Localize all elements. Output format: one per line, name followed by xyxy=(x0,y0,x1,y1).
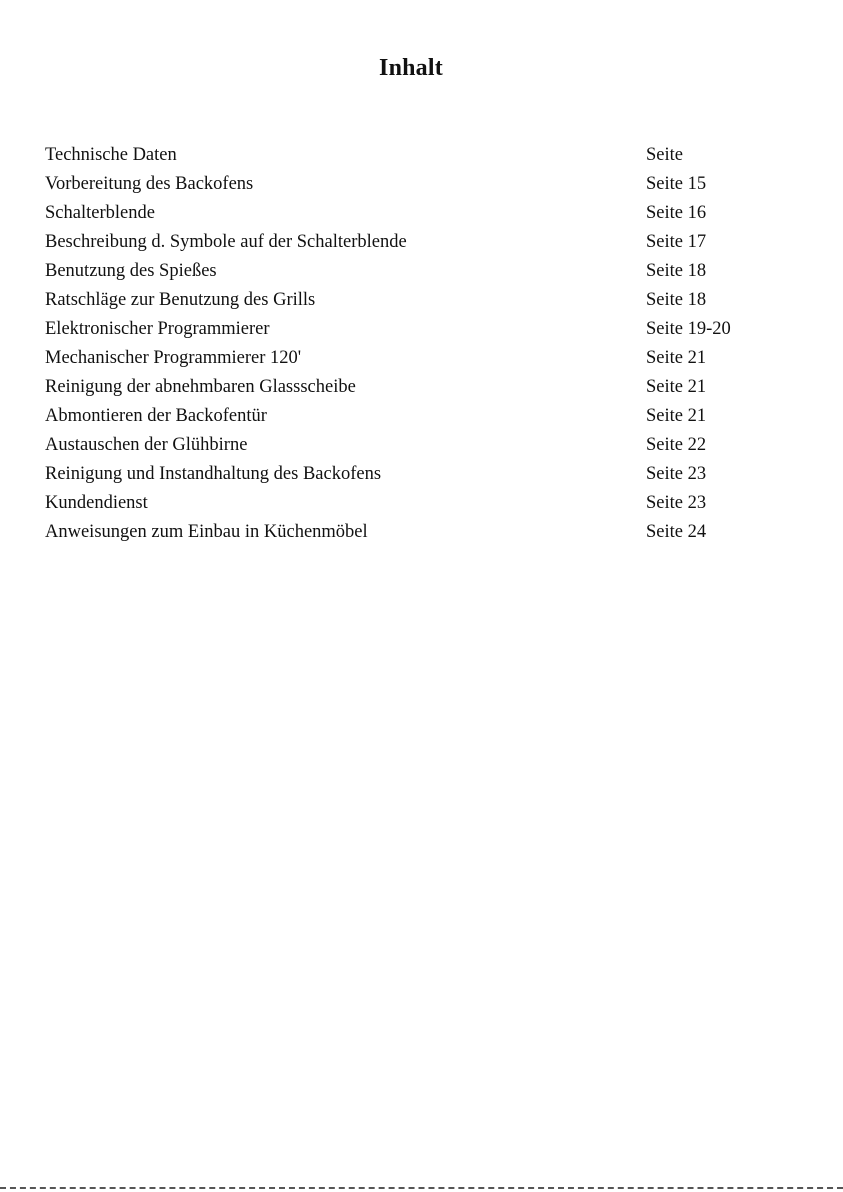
toc-entry-label: Austauschen der Glühbirne xyxy=(45,435,248,455)
toc-entry-label: Abmontieren der Backofentür xyxy=(45,406,267,426)
toc-entry xyxy=(45,489,805,518)
toc-entry xyxy=(45,344,805,373)
toc-entry xyxy=(45,257,805,286)
toc-entry xyxy=(45,141,805,170)
toc-entry-label: Anweisungen zum Einbau in Küchenmöbel xyxy=(45,522,368,542)
toc-entry-page: Seite 17 xyxy=(646,232,707,252)
toc-entry-page: Seite 22 xyxy=(646,435,707,455)
toc-entry-label: Benutzung des Spießes xyxy=(45,261,217,281)
toc-entry-label: Vorbereitung des Backofens xyxy=(45,174,254,194)
toc-entry-page: Seite 21 xyxy=(646,377,707,397)
toc-entry-page: Seite 18 xyxy=(646,290,707,310)
toc-entry xyxy=(45,286,805,315)
toc-entry xyxy=(45,315,805,344)
toc-entry-page: Seite 23 xyxy=(646,493,707,513)
toc-entry-page: Seite 21 xyxy=(646,348,707,368)
toc-entry-page: Seite 16 xyxy=(646,203,707,223)
toc-entry-label: Reinigung und Instandhaltung des Backofens xyxy=(45,464,382,484)
toc-entry xyxy=(45,373,805,402)
table-of-contents xyxy=(45,141,805,547)
toc-entry-page: Seite xyxy=(646,145,683,165)
toc-entry-page: Seite 19-20 xyxy=(646,319,731,339)
toc-entry-label: Beschreibung d. Symbole auf der Schalterblende xyxy=(45,232,407,252)
toc-entry-page: Seite 18 xyxy=(646,261,707,281)
toc-entry xyxy=(45,431,805,460)
toc-entry xyxy=(45,460,805,489)
toc-entry-label: Ratschläge zur Benutzung des Grills xyxy=(45,290,316,310)
toc-entry-label: Kundendienst xyxy=(45,493,148,513)
toc-entry-label: Technische Daten xyxy=(45,145,177,165)
toc-entry-page: Seite 23 xyxy=(646,464,707,484)
toc-entry xyxy=(45,228,805,257)
toc-entry-page: Seite 15 xyxy=(646,174,707,194)
toc-entry xyxy=(45,402,805,431)
toc-entry-label: Elektronischer Programmierer xyxy=(45,319,270,339)
toc-entry-label: Schalterblende xyxy=(45,203,155,223)
toc-entry-label: Mechanischer Programmierer 120' xyxy=(45,348,302,368)
page-title: Inhalt xyxy=(379,55,443,81)
toc-entry xyxy=(45,170,805,199)
toc-entry-label: Reinigung der abnehmbaren Glassscheibe xyxy=(45,377,356,397)
bottom-divider xyxy=(0,1187,843,1189)
toc-entry xyxy=(45,199,805,228)
toc-entry-page: Seite 24 xyxy=(646,522,707,542)
toc-entry-page: Seite 21 xyxy=(646,406,707,426)
toc-entry xyxy=(45,518,805,547)
